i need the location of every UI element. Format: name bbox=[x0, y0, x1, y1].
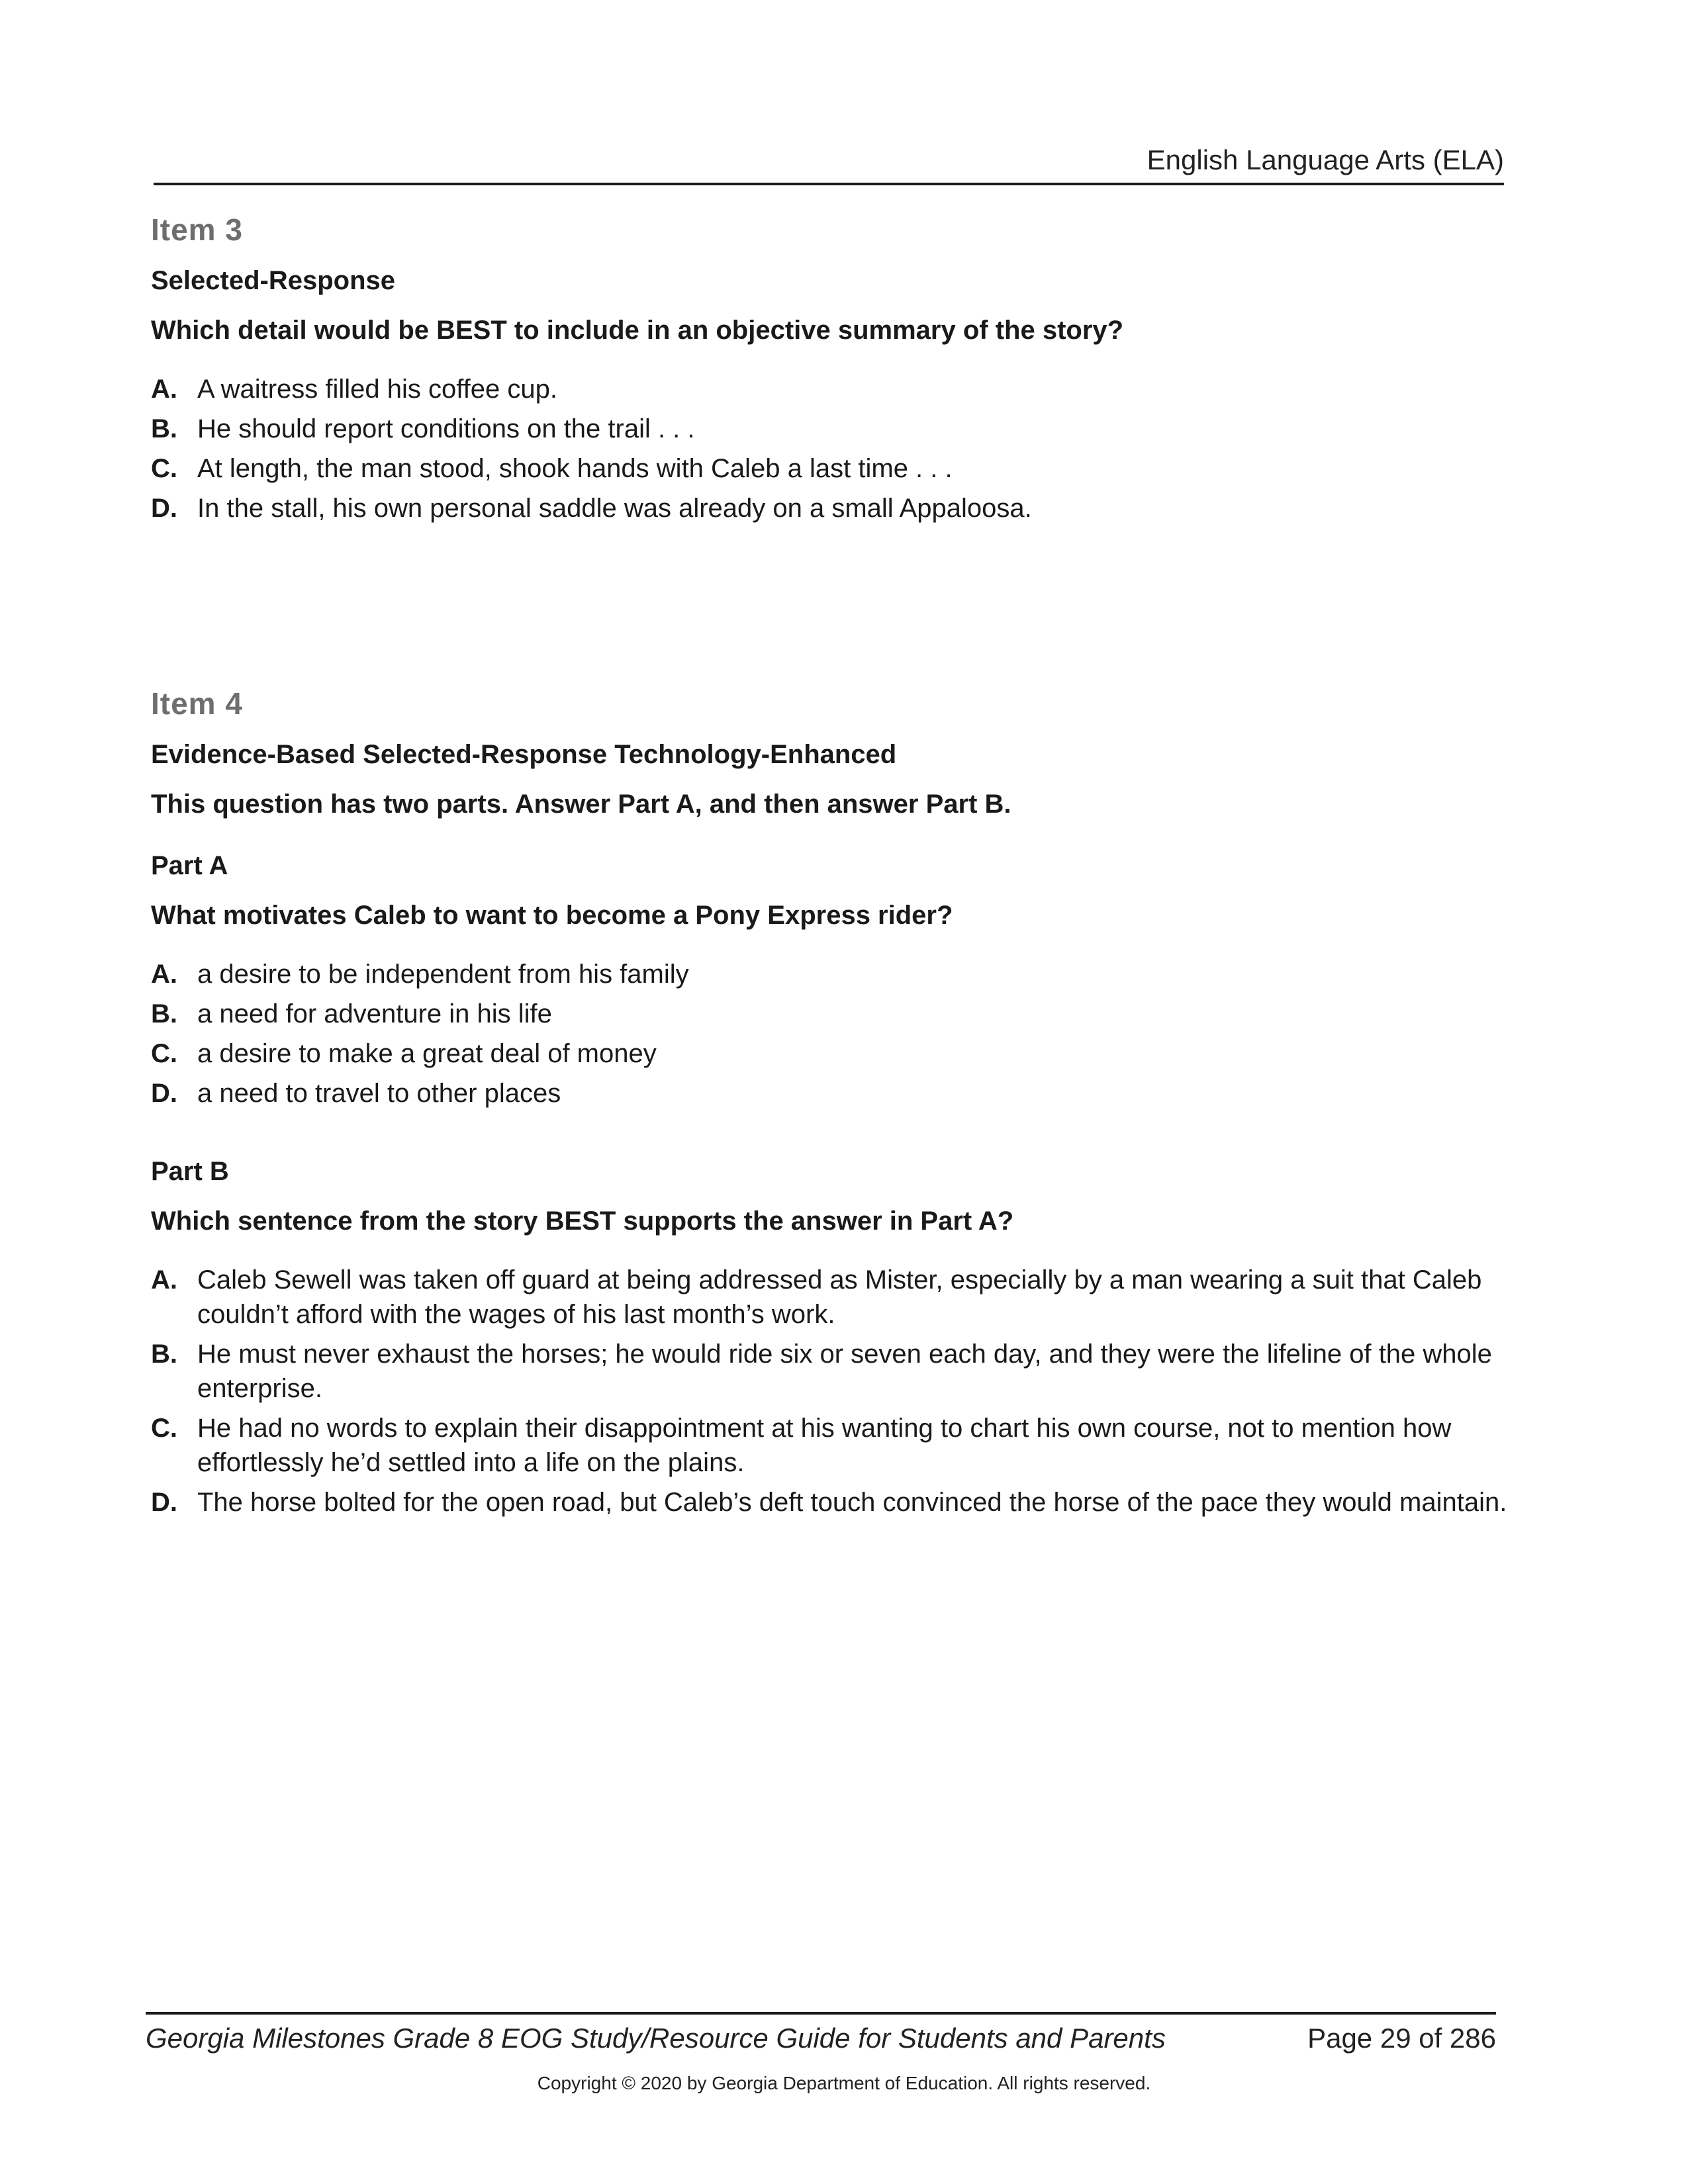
part-a-options bbox=[151, 957, 1508, 1111]
part-b-question: Which sentence from the story BEST supports the answer in Part A? bbox=[151, 1206, 1014, 1236]
option-letter: C. bbox=[151, 1039, 177, 1068]
option-text: a need for adventure in his life bbox=[197, 999, 552, 1028]
item-4-type: Evidence-Based Selected-Response Technology-Enhanced bbox=[151, 740, 897, 769]
part-b-label: Part B bbox=[151, 1157, 229, 1186]
part-b-option-b[interactable] bbox=[151, 1337, 1508, 1406]
option-text: In the stall, his own personal saddle was already on a small Appaloosa. bbox=[197, 494, 1032, 523]
option-letter: D. bbox=[151, 494, 177, 523]
option-letter: B. bbox=[151, 1340, 177, 1369]
option-letter: C. bbox=[151, 1414, 177, 1443]
option-text: At length, the man stood, shook hands with Caleb a last time . . . bbox=[197, 454, 953, 483]
item-3-option-b[interactable] bbox=[151, 412, 1508, 446]
section-title: English Language Arts (ELA) bbox=[1147, 144, 1504, 175]
option-text: Caleb Sewell was taken off guard at being addressed as Mister, especially by a man wearing a suit that Caleb couldn’t afford with the wages of his last month’s work. bbox=[197, 1265, 1482, 1329]
item-3-options bbox=[151, 372, 1508, 525]
option-letter: D. bbox=[151, 1488, 177, 1517]
option-text: a need to travel to other places bbox=[197, 1079, 561, 1108]
part-a-question: What motivates Caleb to want to become a Pony Express rider? bbox=[151, 901, 953, 930]
item-3-question: Which detail would be BEST to include in an objective summary of the story? bbox=[151, 316, 1124, 345]
option-letter: C. bbox=[151, 454, 177, 483]
item-3-option-a[interactable] bbox=[151, 372, 1508, 406]
option-text: a desire to make a great deal of money bbox=[197, 1039, 657, 1068]
option-letter: D. bbox=[151, 1079, 177, 1108]
option-text: He should report conditions on the trail . . . bbox=[197, 414, 695, 443]
part-b-options bbox=[151, 1263, 1508, 1520]
part-a-option-d[interactable] bbox=[151, 1076, 1508, 1111]
option-text: He had no words to explain their disappointment at his wanting to chart his own course, not to mention how effortlessly he’d settled into a life on the plains. bbox=[197, 1414, 1452, 1477]
part-a-option-a[interactable] bbox=[151, 957, 1508, 991]
part-b-option-d[interactable] bbox=[151, 1485, 1508, 1520]
part-b-option-c[interactable] bbox=[151, 1411, 1508, 1480]
page-number: Page 29 of 286 bbox=[1307, 2023, 1496, 2054]
part-a-option-c[interactable] bbox=[151, 1036, 1508, 1071]
option-letter: A. bbox=[151, 375, 177, 404]
item-3 bbox=[151, 212, 1508, 525]
item-3-option-d[interactable] bbox=[151, 491, 1508, 525]
part-a-label: Part A bbox=[151, 851, 228, 880]
item-3-option-c[interactable] bbox=[151, 451, 1508, 486]
item-3-type: Selected-Response bbox=[151, 266, 396, 295]
item-3-title: Item 3 bbox=[151, 212, 243, 247]
option-letter: B. bbox=[151, 414, 177, 443]
option-letter: B. bbox=[151, 999, 177, 1028]
option-text: He must never exhaust the horses; he would ride six or seven each day, and they were the lifeline of the whole enterprise. bbox=[197, 1340, 1492, 1403]
item-4 bbox=[151, 686, 1508, 1520]
footer-title: Georgia Milestones Grade 8 EOG Study/Resource Guide for Students and Parents bbox=[146, 2023, 1166, 2054]
page-footer bbox=[146, 2012, 1496, 2054]
part-b-option-a[interactable] bbox=[151, 1263, 1508, 1332]
option-letter: A. bbox=[151, 1265, 177, 1295]
page-header bbox=[154, 143, 1504, 185]
option-letter: A. bbox=[151, 960, 177, 989]
part-a-option-b[interactable] bbox=[151, 997, 1508, 1031]
option-text: The horse bolted for the open road, but Caleb’s deft touch convinced the horse of the pace they would maintain. bbox=[197, 1488, 1507, 1517]
item-4-instructions: This question has two parts. Answer Part A, and then answer Part B. bbox=[151, 790, 1011, 819]
option-text: a desire to be independent from his family bbox=[197, 960, 689, 989]
option-text: A waitress filled his coffee cup. bbox=[197, 375, 557, 404]
item-4-title: Item 4 bbox=[151, 686, 243, 721]
copyright: Copyright © 2020 by Georgia Department of Education. All rights reserved. bbox=[537, 2073, 1151, 2093]
